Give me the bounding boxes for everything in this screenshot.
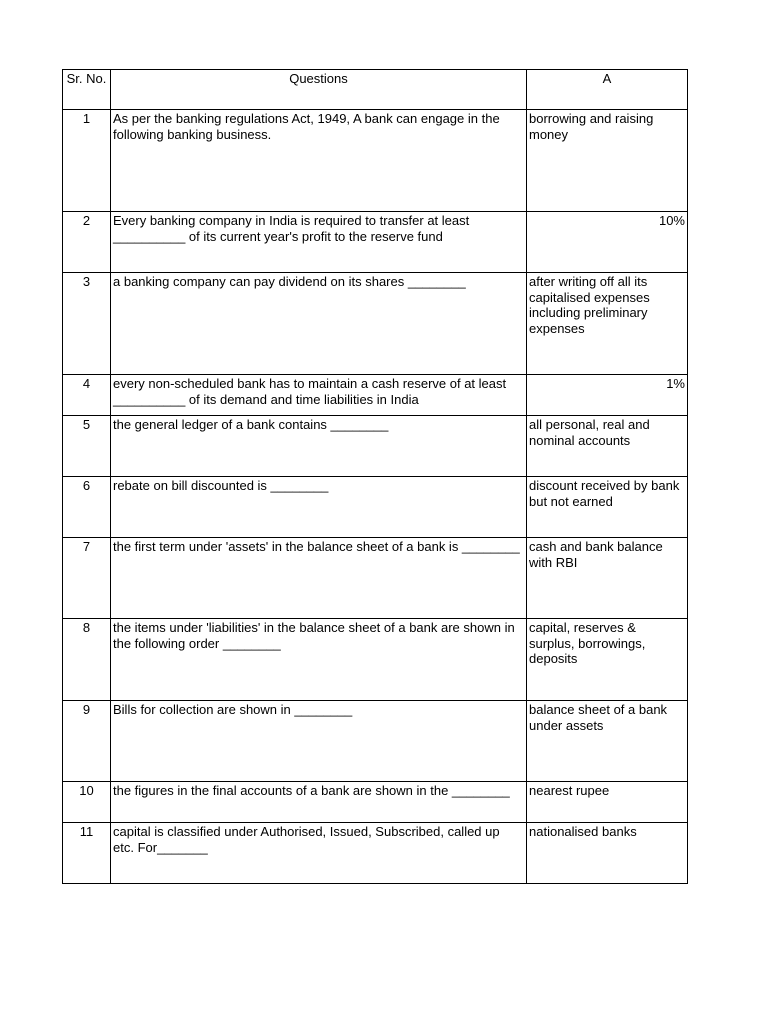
row-answer: nationalised banks — [527, 823, 688, 884]
row-question: every non-scheduled bank has to maintain a cash reserve of at least __________ of its demand and time liabilities in India — [111, 375, 527, 416]
table-row — [63, 619, 688, 701]
qa-table — [62, 69, 688, 884]
table-row — [63, 110, 688, 212]
table-row — [63, 538, 688, 619]
table-row — [63, 273, 688, 375]
row-question: capital is classified under Authorised, Issued, Subscribed, called up etc. For_______ — [111, 823, 527, 884]
row-sr-no: 7 — [63, 538, 111, 619]
row-sr-no: 8 — [63, 619, 111, 701]
row-question: Bills for collection are shown in ________ — [111, 701, 527, 782]
row-question: the figures in the final accounts of a bank are shown in the ________ — [111, 782, 527, 823]
table-row — [63, 375, 688, 416]
row-sr-no: 4 — [63, 375, 111, 416]
row-question: the general ledger of a bank contains ________ — [111, 416, 527, 477]
header-questions: Questions — [111, 70, 527, 110]
row-sr-no: 2 — [63, 212, 111, 273]
row-answer: 10% — [527, 212, 688, 273]
row-question: As per the banking regulations Act, 1949, A bank can engage in the following banking business. — [111, 110, 527, 212]
row-question: a banking company can pay dividend on its shares ________ — [111, 273, 527, 375]
header-answer: A — [527, 70, 688, 110]
row-question: Every banking company in India is required to transfer at least __________ of its current year's profit to the reserve fund — [111, 212, 527, 273]
row-answer: all personal, real and nominal accounts — [527, 416, 688, 477]
row-sr-no: 11 — [63, 823, 111, 884]
row-sr-no: 5 — [63, 416, 111, 477]
row-sr-no: 10 — [63, 782, 111, 823]
header-sr-no: Sr. No. — [63, 70, 111, 110]
row-answer: discount received by bank but not earned — [527, 477, 688, 538]
row-answer: after writing off all its capitalised expenses including preliminary expenses — [527, 273, 688, 375]
row-sr-no: 3 — [63, 273, 111, 375]
row-sr-no: 9 — [63, 701, 111, 782]
row-question: the first term under 'assets' in the balance sheet of a bank is ________ — [111, 538, 527, 619]
row-answer: nearest rupee — [527, 782, 688, 823]
header-row — [63, 70, 688, 110]
table-row — [63, 212, 688, 273]
table-row — [63, 823, 688, 884]
table-row — [63, 416, 688, 477]
table-row — [63, 701, 688, 782]
row-answer: 1% — [527, 375, 688, 416]
table-row — [63, 782, 688, 823]
row-sr-no: 1 — [63, 110, 111, 212]
row-answer: capital, reserves & surplus, borrowings, deposits — [527, 619, 688, 701]
row-answer: cash and bank balance with RBI — [527, 538, 688, 619]
row-sr-no: 6 — [63, 477, 111, 538]
row-question: rebate on bill discounted is ________ — [111, 477, 527, 538]
row-question: the items under 'liabilities' in the balance sheet of a bank are shown in the following order ________ — [111, 619, 527, 701]
table-row — [63, 477, 688, 538]
row-answer: borrowing and raising money — [527, 110, 688, 212]
row-answer: balance sheet of a bank under assets — [527, 701, 688, 782]
